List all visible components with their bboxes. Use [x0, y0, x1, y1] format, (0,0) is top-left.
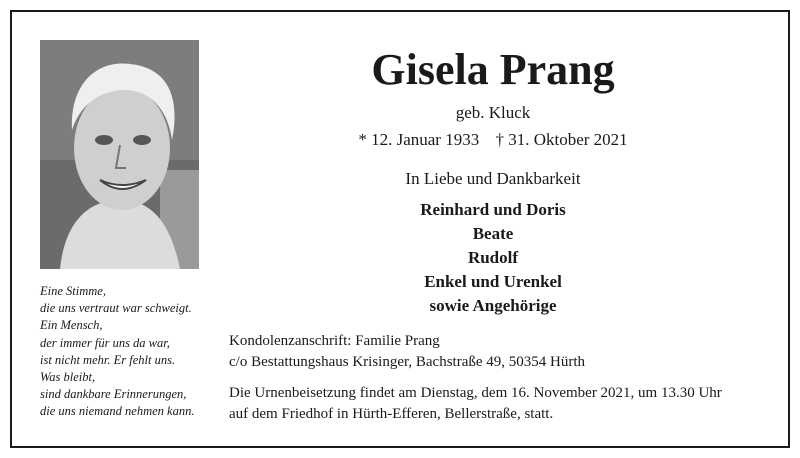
- poem-line: ist nicht mehr. Er fehlt uns.: [40, 352, 176, 367]
- burial-notice: [229, 383, 722, 425]
- poem-line: sind dankbare Erinnerungen,: [40, 387, 187, 402]
- mourner: sowie Angehörige: [429, 296, 557, 315]
- portrait-photo: [40, 40, 199, 269]
- mourner: Reinhard und Doris: [420, 200, 566, 219]
- notice-line: auf dem Friedhof in Hürth-Efferen, Bellerstraße, statt.: [229, 406, 554, 422]
- mourners-list: [228, 198, 758, 318]
- poem: [40, 283, 194, 421]
- poem-line: die uns niemand nehmen kann.: [40, 404, 195, 419]
- death-date: † 31. Oktober 2021: [495, 130, 628, 149]
- poem-line: Was bleibt,: [40, 370, 96, 385]
- mourner: Rudolf: [467, 248, 519, 267]
- poem-line: der immer für uns da war,: [40, 335, 170, 350]
- birth-name: geb. Kluck: [455, 103, 531, 122]
- condolence-line: c/o Bestattungshaus Krisinger, Bachstraße 49, 50354 Hürth: [229, 354, 586, 370]
- birth-date: * 12. Januar 1933: [358, 130, 480, 149]
- condolence-address: [229, 331, 585, 373]
- poem-line: Ein Mensch,: [40, 318, 103, 333]
- poem-line: die uns vertraut war schweigt.: [40, 301, 192, 316]
- mourner: Beate: [472, 224, 514, 243]
- mourner: Enkel und Urenkel: [424, 272, 562, 291]
- life-dates: [228, 129, 758, 151]
- condolence-line: Kondolenzanschrift: Familie Prang: [229, 333, 440, 349]
- poem-line: Eine Stimme,: [40, 284, 106, 298]
- dedication: In Liebe und Dankbarkeit: [405, 169, 581, 188]
- deceased-name: Gisela Prang: [371, 45, 615, 94]
- notice-line: Die Urnenbeisetzung findet am Dienstag, dem 16. November 2021, um 13.30 Uhr: [229, 385, 722, 401]
